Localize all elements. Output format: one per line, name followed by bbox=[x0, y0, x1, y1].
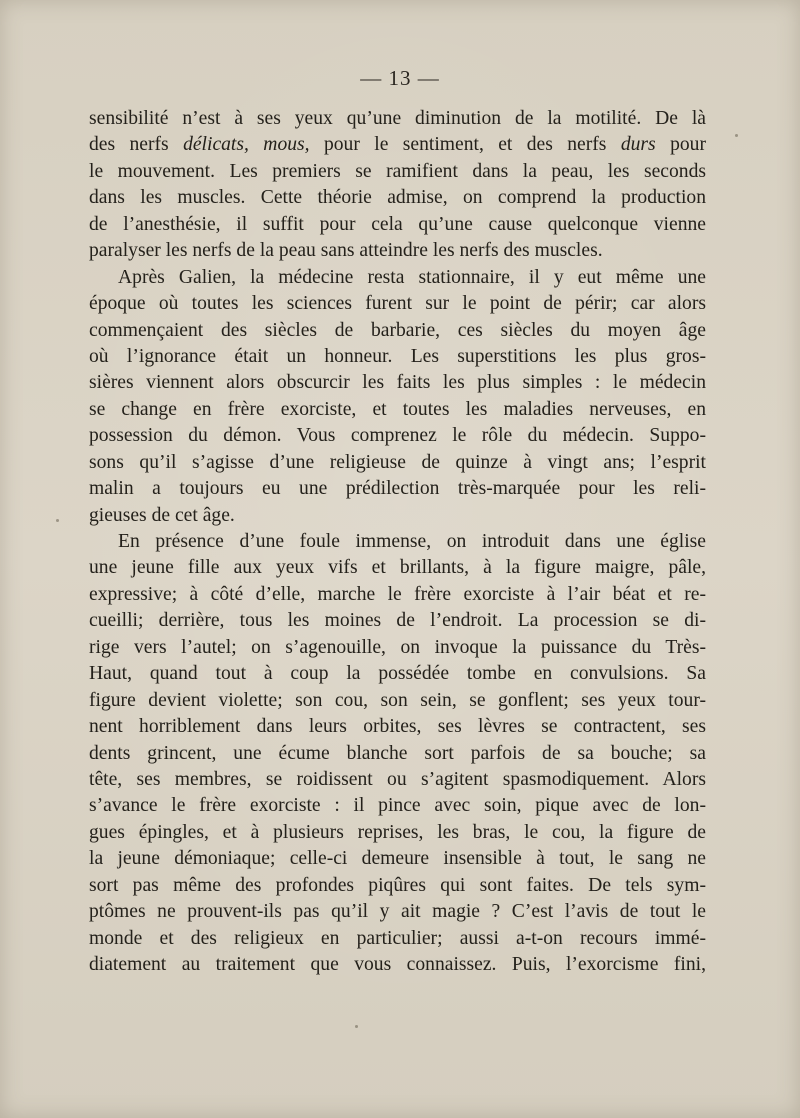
text-line: Haut, quand tout à coup la possédée tombe en convulsions. Sa bbox=[89, 663, 706, 685]
text-line: expressive; à côté d’elle, marche le frère exorciste à l’air béat et re- bbox=[89, 583, 706, 605]
text-line: figure devient violette; son cou, son sein, se gonflent; ses yeux tour- bbox=[89, 689, 706, 711]
text-line: cueilli; derrière, tous les moines de l’endroit. La procession se di- bbox=[89, 610, 706, 632]
text-line: de l’anesthésie, il suffit pour cela qu’une cause quelconque vienne bbox=[89, 213, 706, 235]
text-line: malin a toujours eu une prédilection très-marquée pour les reli- bbox=[89, 478, 706, 500]
text-line: époque où toutes les sciences furent sur le point de périr; car alors bbox=[89, 293, 706, 315]
text-line: sort pas même des profondes piqûres qui sont faites. De tels sym- bbox=[89, 874, 706, 896]
text-line: En présence d’une foule immense, on introduit dans une église bbox=[118, 531, 706, 552]
text-line: commençaient des siècles de barbarie, ces siècles du moyen âge bbox=[89, 319, 706, 341]
text-line: nent horriblement dans leurs orbites, ses lèvres se contractent, ses bbox=[89, 716, 706, 738]
text-line: rige vers l’autel; on s’agenouille, on invoque la puissance du Très- bbox=[89, 636, 706, 658]
text-line: sensibilité n’est à ses yeux qu’une diminution de la motilité. De là bbox=[89, 108, 706, 129]
text-line: la jeune démoniaque; celle-ci demeure insensible à tout, le sang ne bbox=[89, 848, 706, 870]
text-line: sières viennent alors obscurcir les faits les plus simples : le médecin bbox=[89, 372, 706, 394]
text-line: possession du démon. Vous comprenez le rôle du médecin. Suppo- bbox=[89, 425, 706, 447]
text-line: s’avance le frère exorciste : il pince avec soin, pique avec de lon- bbox=[89, 795, 706, 817]
body-text bbox=[89, 106, 706, 978]
text-line: se change en frère exorciste, et toutes les maladies nerveuses, en bbox=[89, 398, 706, 420]
text-line: dents grincent, une écume blanche sort parfois de sa bouche; sa bbox=[89, 742, 706, 764]
text-line: paralyser les nerfs de la peau sans atteindre les nerfs des muscles. bbox=[89, 240, 603, 262]
text-line: gues épingles, et à plusieurs reprises, les bras, le cou, la figure de bbox=[89, 821, 706, 843]
text-line: ptômes ne prouvent-ils pas qu’il y ait magie ? C’est l’avis de tout le bbox=[89, 901, 706, 923]
text-line: gieuses de cet âge. bbox=[89, 504, 235, 526]
text-line: sons qu’il s’agisse d’une religieuse de quinze à vingt ans; l’esprit bbox=[89, 451, 706, 473]
text-line: monde et des religieux en particulier; aussi a-t-on recours immé- bbox=[89, 927, 706, 949]
paper-speck bbox=[735, 134, 738, 137]
text-line: le mouvement. Les premiers se ramifient dans la peau, les seconds bbox=[89, 160, 706, 182]
page-number: — 13 — bbox=[360, 66, 440, 90]
text-line: diatement au traitement que vous connaissez. Puis, l’exorcisme fini, bbox=[89, 954, 706, 975]
text-line: dans les muscles. Cette théorie admise, on comprend la production bbox=[89, 187, 706, 209]
paper-speck bbox=[56, 519, 59, 522]
text-line: des nerfs délicats, mous, pour le sentiment, et des nerfs durs pour bbox=[89, 134, 706, 156]
text-line: Après Galien, la médecine resta stationnaire, il y eut même une bbox=[118, 266, 706, 288]
paper-speck bbox=[355, 1025, 358, 1028]
text-line: tête, ses membres, se roidissent ou s’agitent spasmodiquement. Alors bbox=[89, 768, 706, 790]
text-line: une jeune fille aux yeux vifs et brillants, à la figure maigre, pâle, bbox=[89, 557, 706, 579]
text-line: où l’ignorance était un honneur. Les superstitions les plus gros- bbox=[89, 345, 706, 367]
